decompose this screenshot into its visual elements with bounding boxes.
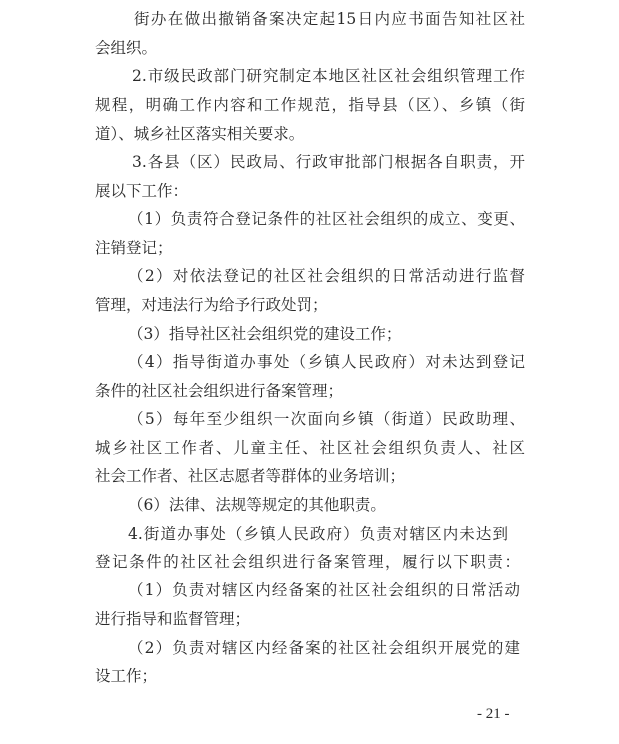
text-line: （2）负责对辖区内经备案的社区社会组织开展党的建 — [128, 639, 520, 657]
text-line: （3）指导社区社会组织党的建设工作； — [128, 325, 402, 343]
page-number: - 21 - — [477, 706, 510, 722]
text-line: （6）法律、法规等规定的其他职责。 — [128, 496, 386, 514]
text-line: 街办在做出撤销备案决定起15日内应书面告知社区社 — [134, 10, 525, 28]
text-line: 3.各县（区）民政局、行政审批部门根据各自职责，开 — [132, 153, 525, 171]
text-line: 4.街道办事处（乡镇人民政府）负责对辖区内未达到 — [128, 525, 508, 543]
text-line: 道）、城乡社区落实相关要求。 — [95, 125, 305, 143]
text-line: 展以下工作： — [95, 182, 189, 200]
text-line: 规程，明确工作内容和工作规范，指导县（区）、乡镇（街 — [95, 96, 525, 114]
text-line: （5）每年至少组织一次面向乡镇（街道）民政助理、 — [128, 410, 525, 428]
text-line: （4）指导街道办事处（乡镇人民政府）对未达到登记 — [128, 353, 525, 371]
text-line: 条件的社区社会组织进行备案管理； — [95, 382, 344, 400]
text-line: 登记条件的社区社会组织进行备案管理，履行以下职责： — [95, 553, 520, 571]
text-line: 设工作； — [95, 667, 158, 685]
text-line: 城乡社区工作者、儿童主任、社区社会组织负责人、社区 — [95, 439, 525, 457]
text-line: 管理，对违法行为给予行政处罚； — [95, 296, 328, 314]
text-line: （2）对依法登记的社区社会组织的日常活动进行监督 — [128, 267, 525, 285]
text-line: （1）负责对辖区内经备案的社区社会组织的日常活动 — [128, 581, 520, 599]
text-line: 会组织。 — [95, 39, 158, 57]
text-line: 社会工作者、社区志愿者等群体的业务培训； — [95, 467, 406, 485]
text-line: （1）负责符合登记条件的社区社会组织的成立、变更、 — [128, 210, 525, 228]
text-line: 进行指导和监督管理； — [95, 610, 251, 628]
text-line: 2.市级民政部门研究制定本地区社区社会组织管理工作 — [132, 67, 525, 85]
text-line: 注销登记； — [95, 239, 173, 257]
